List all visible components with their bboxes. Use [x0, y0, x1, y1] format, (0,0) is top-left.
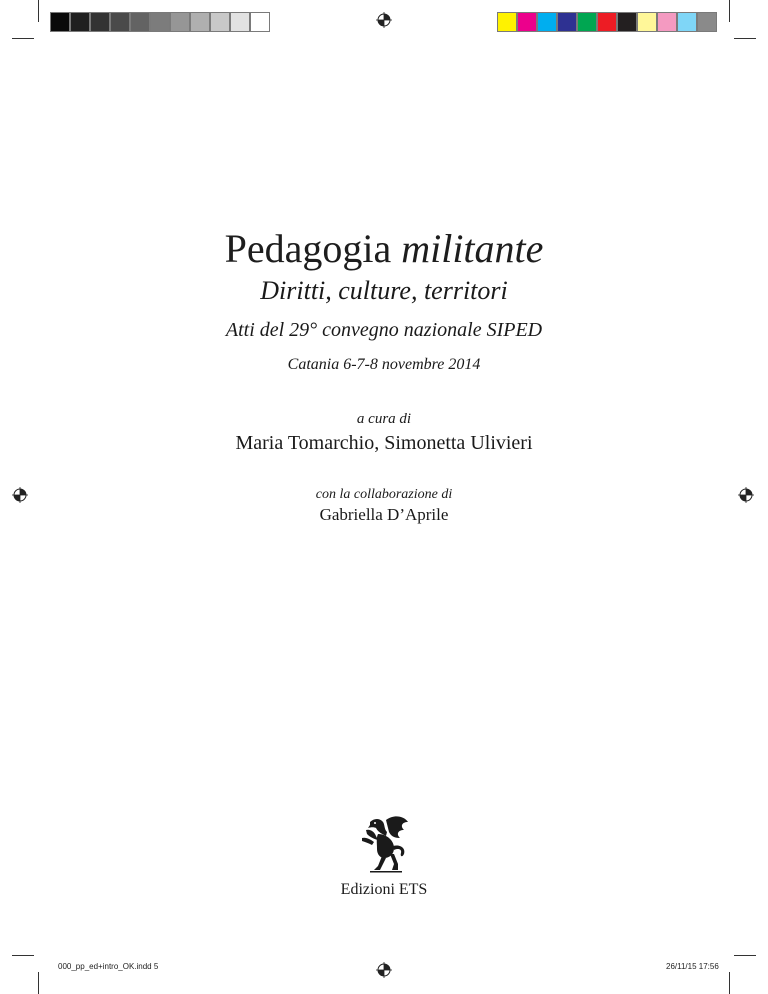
grayscale-swatch [70, 12, 90, 32]
crop-mark-bottom-left-v [38, 972, 39, 994]
grayscale-swatch [250, 12, 270, 32]
grayscale-swatch [210, 12, 230, 32]
grayscale-swatch [170, 12, 190, 32]
process-color-swatch [597, 12, 617, 32]
grayscale-swatch [90, 12, 110, 32]
proceedings-line: Atti del 29° convegno nazionale SIPED [225, 319, 543, 341]
book-title-italic: militante [401, 226, 544, 271]
crop-mark-top-right-h [734, 38, 756, 39]
collaborator-name: Gabriella D’Aprile [319, 505, 449, 524]
process-color-swatch [517, 12, 537, 32]
collaboration-label: con la collaborazione di [315, 487, 453, 502]
grayscale-swatch [190, 12, 210, 32]
process-color-swatch [637, 12, 657, 32]
process-color-swatch [537, 12, 557, 32]
process-color-swatch [617, 12, 637, 32]
grayscale-color-bar [50, 12, 270, 32]
crop-mark-top-left-v [38, 0, 39, 22]
process-color-swatch [497, 12, 517, 32]
editors-names: Maria Tomarchio, Simonetta Ulivieri [235, 432, 533, 454]
date-place-line: Catania 6-7-8 novembre 2014 [287, 356, 481, 373]
grayscale-swatch [110, 12, 130, 32]
process-color-swatch [697, 12, 717, 32]
process-color-swatch [657, 12, 677, 32]
crop-mark-bottom-right-h [734, 955, 756, 956]
griffin-logo-icon [356, 812, 412, 876]
crop-mark-top-right-v [729, 0, 730, 22]
slug-timestamp: 26/11/15 17:56 [666, 962, 719, 971]
process-color-swatch [677, 12, 697, 32]
registration-mark-icon [376, 962, 392, 978]
process-color-swatch [557, 12, 577, 32]
grayscale-swatch [130, 12, 150, 32]
publisher-name: Edizioni ETS [340, 881, 428, 898]
crop-mark-top-left-h [12, 38, 34, 39]
book-title-roman: Pedagogia [224, 226, 392, 271]
slug-filename: 000_pp_ed+intro_OK.indd 5 [58, 962, 159, 971]
process-color-bar [497, 12, 717, 32]
crop-mark-bottom-right-v [729, 972, 730, 994]
process-color-swatch [577, 12, 597, 32]
grayscale-swatch [150, 12, 170, 32]
book-title [0, 226, 768, 272]
editors-label: a cura di [356, 411, 412, 427]
grayscale-swatch [50, 12, 70, 32]
grayscale-swatch [230, 12, 250, 32]
registration-mark-icon [376, 12, 392, 28]
crop-mark-bottom-left-h [12, 955, 34, 956]
book-subtitle: Diritti, culture, territori [260, 276, 508, 305]
